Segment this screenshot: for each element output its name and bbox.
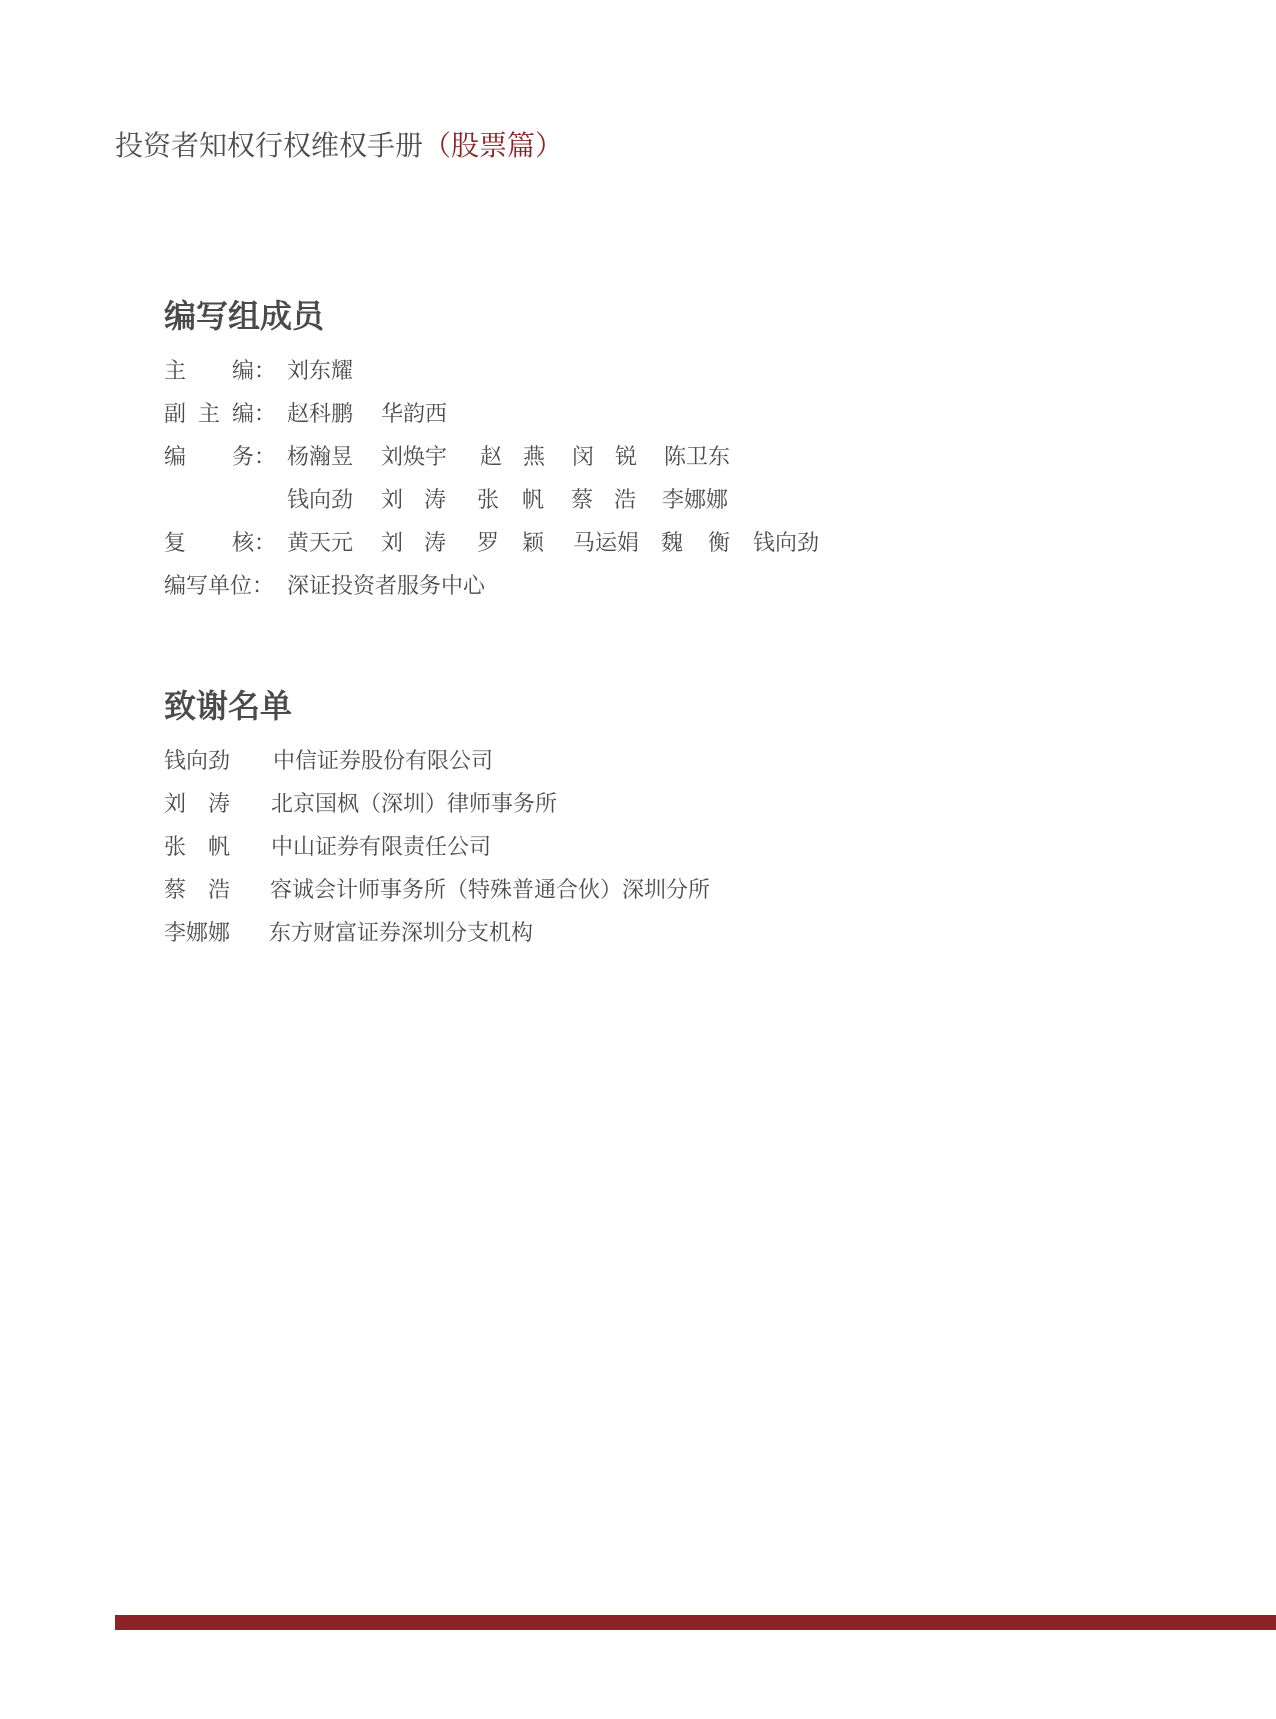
reviewer: 涛 — [424, 531, 447, 556]
reviewer: 马运娟 — [573, 531, 640, 556]
review-label-2: 核： — [232, 531, 277, 556]
header-title-highlight: （股票篇） — [423, 129, 564, 162]
unit-label: 编写单位： — [164, 574, 275, 599]
affairs-member: 锐 — [615, 445, 638, 470]
deputy-label-3: 编： — [232, 402, 277, 427]
affairs-member: 帆 — [522, 488, 545, 513]
affairs-member: 杨瀚昱 — [287, 445, 354, 470]
reviewer: 魏 — [661, 531, 684, 556]
affairs-member: 钱向劲 — [287, 488, 354, 513]
affairs-member: 张 — [477, 488, 500, 513]
reviewer: 衡 — [708, 531, 731, 556]
thanks-name: 张 帆 — [164, 835, 231, 860]
header-title-main: 投资者知权行权维权手册 — [115, 129, 424, 162]
chief-label-2: 编： — [232, 359, 277, 384]
reviewer: 罗 — [477, 531, 500, 556]
footer-accent-bar — [115, 1615, 1276, 1630]
team-heading: 编写组成员 — [164, 297, 325, 335]
document-header-title — [115, 126, 563, 166]
affairs-label: 编 — [164, 445, 187, 470]
affairs-member: 刘 — [381, 488, 404, 513]
deputy-label-1: 副 — [164, 402, 187, 427]
affairs-member: 蔡 — [571, 488, 594, 513]
affairs-member: 闵 — [572, 445, 595, 470]
thanks-org: 北京国枫（深圳）律师事务所 — [271, 792, 558, 817]
affairs-member: 刘焕宇 — [381, 445, 448, 470]
thanks-name: 钱向劲 — [164, 749, 231, 774]
affairs-member: 赵 — [480, 445, 503, 470]
thanks-heading: 致谢名单 — [164, 687, 293, 725]
deputy-editor: 华韵西 — [381, 402, 448, 427]
unit-name: 深证投资者服务中心 — [287, 574, 486, 599]
review-label: 复 — [164, 531, 187, 556]
reviewer: 刘 — [381, 531, 404, 556]
reviewer: 黄天元 — [287, 531, 354, 556]
chief-label: 主 — [164, 359, 187, 384]
deputy-editor: 赵科鹏 — [287, 402, 354, 427]
thanks-name: 刘 涛 — [164, 792, 231, 817]
affairs-member: 陈卫东 — [664, 445, 731, 470]
affairs-member: 涛 — [424, 488, 447, 513]
thanks-org: 中山证券有限责任公司 — [271, 835, 492, 860]
affairs-member: 李娜娜 — [662, 488, 729, 513]
reviewer: 钱向劲 — [753, 531, 820, 556]
thanks-org: 容诚会计师事务所（特殊普通合伙）深圳分所 — [270, 878, 711, 903]
affairs-member: 浩 — [614, 488, 637, 513]
affairs-member: 燕 — [523, 445, 546, 470]
thanks-name: 李娜娜 — [164, 921, 231, 946]
thanks-org: 中信证券股份有限公司 — [273, 749, 494, 774]
affairs-label-2: 务： — [232, 445, 277, 470]
reviewer: 颖 — [522, 531, 545, 556]
thanks-name: 蔡 浩 — [164, 878, 231, 903]
deputy-label-2: 主 — [198, 402, 221, 427]
chief-editor: 刘东耀 — [287, 359, 354, 384]
thanks-org: 东方财富证券深圳分支机构 — [269, 921, 534, 946]
